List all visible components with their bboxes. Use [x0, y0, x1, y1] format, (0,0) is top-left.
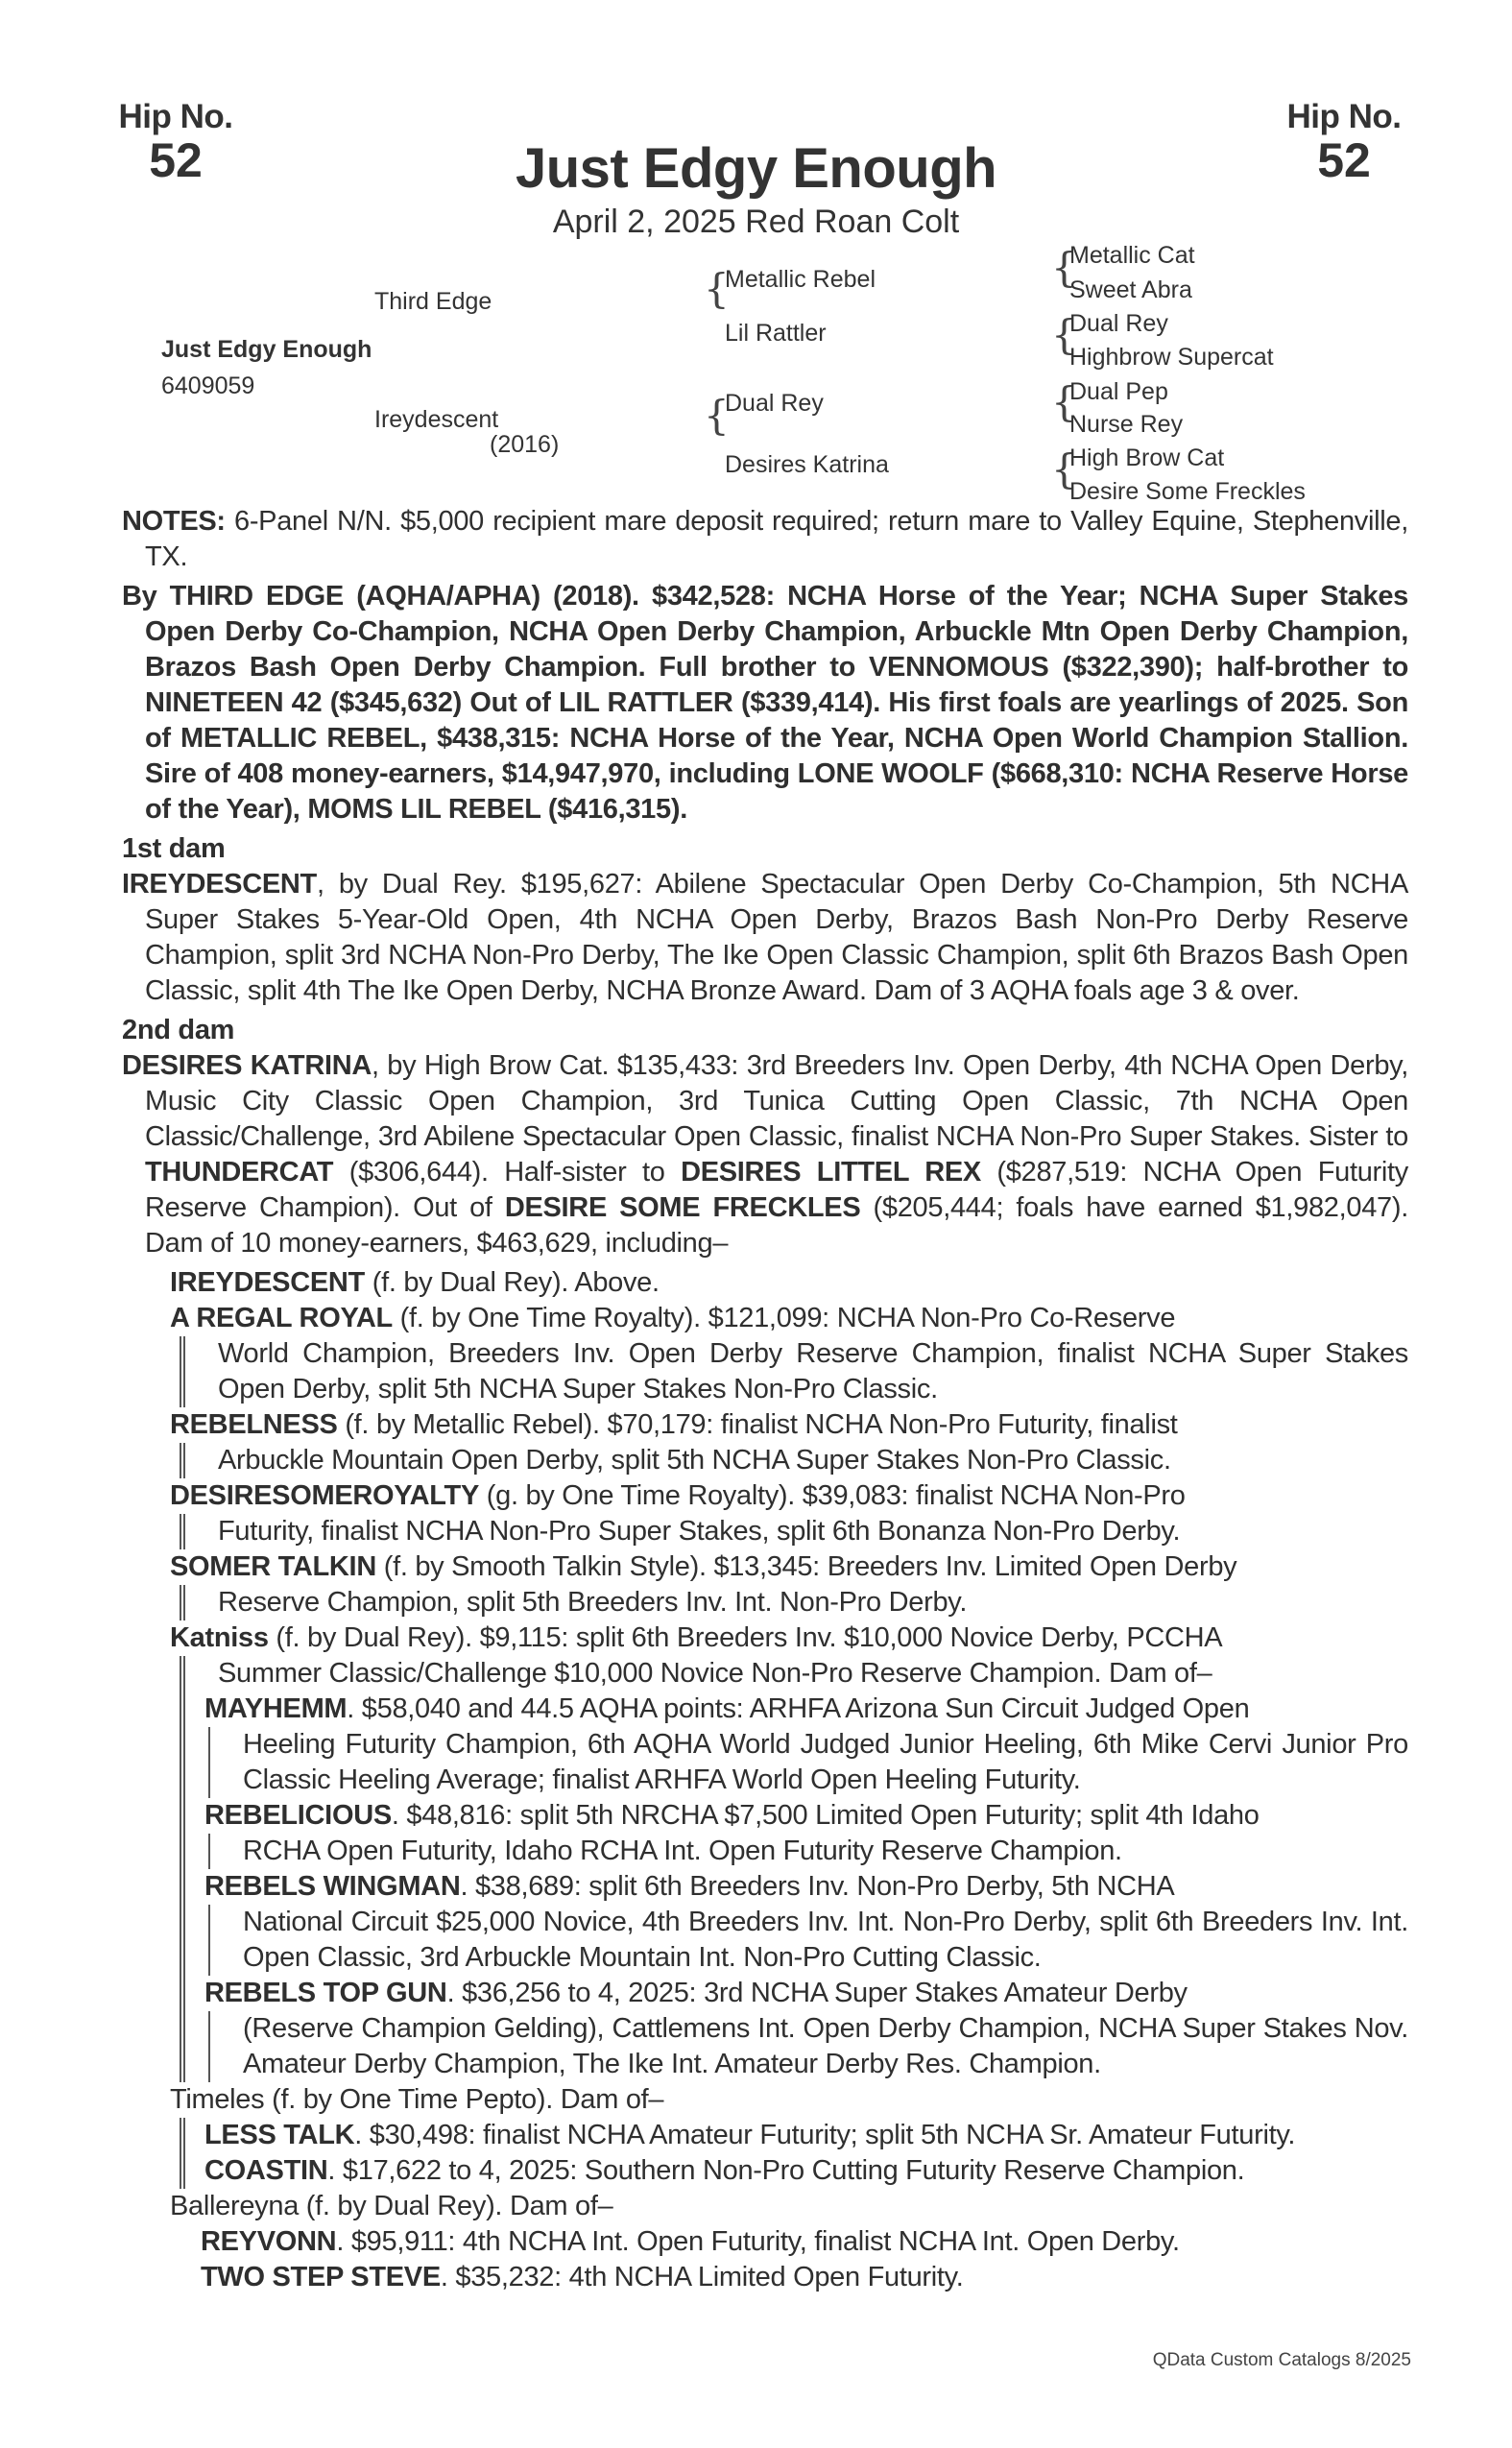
brace-icon: { — [1051, 378, 1077, 425]
first-dam-name: IREYDESCENT — [122, 869, 317, 900]
produce-text: . $48,816: split 5th NRCHA $7,500 Limited Open Futurity; split 4th Idaho — [391, 1800, 1260, 1831]
produce-item — [122, 1265, 1408, 1301]
produce-text: . $30,498: finalist NCHA Amateur Futurity; split 5th NCHA Sr. Amateur Futurity. — [354, 2120, 1296, 2150]
foaling-date-subtitle: April 2, 2025 Red Roan Colt — [552, 204, 960, 240]
pedigree-sire-sire: Metallic Rebel — [725, 266, 876, 293]
produce-name: REBELS WINGMAN — [204, 1871, 461, 1902]
produce-text: . $58,040 and 44.5 AQHA points: ARHFA Arizona Sun Circuit Judged Open — [347, 1693, 1250, 1724]
produce-text: . $17,622 to 4, 2025: Southern Non-Pro Cutting Futurity Reserve Champion. — [327, 2155, 1245, 2186]
produce-item — [122, 1549, 1408, 1585]
produce-name: DESIRESOMEROYALTY — [170, 1480, 480, 1511]
hip-number: 52 — [1317, 133, 1371, 187]
grand-produce-detail: RCHA Open Futurity, Idaho RCHA Int. Open Futurity Reserve Champion. — [208, 1834, 1408, 1869]
produce-text: (f. by Smooth Talkin Style). $13,345: Breeders Inv. Limited Open Derby — [375, 1551, 1237, 1582]
produce-text: (g. by One Time Royalty). $39,083: finalist NCHA Non-Pro — [479, 1480, 1186, 1511]
produce-name: IREYDESCENT — [170, 1267, 365, 1298]
out-of-name: DESIRE SOME FRECKLES — [504, 1192, 861, 1223]
brace-icon: { — [1051, 311, 1077, 358]
pedigree-ggs: Metallic Cat — [1069, 242, 1195, 269]
produce-text: (f. by Dual Rey). Above. — [364, 1267, 660, 1298]
produce-item-detail: Summer Classic/Challenge $10,000 Novice Non-Pro Reserve Champion. Dam of– — [218, 1658, 1212, 1689]
ballereyna-line: Ballereyna (f. by Dual Rey). Dam of– — [170, 2191, 613, 2221]
produce-name: MAYHEMM — [204, 1693, 348, 1724]
grand-produce-detail: (Reserve Champion Gelding), Cattlemens Int. Open Derby Champion, NCHA Super Stakes Nov. Amateur Derby Champion, The Ike Int. Amateur Derby Res. Champion. — [208, 2011, 1408, 2082]
hip-label: Hip No. — [1286, 98, 1402, 135]
katniss-produce-group — [180, 1656, 1408, 2082]
brace-icon: { — [1051, 445, 1077, 492]
produce-name: REYVONN — [201, 2226, 337, 2257]
brace-icon: { — [704, 265, 730, 312]
grand-produce-item — [204, 1798, 1408, 1834]
pedigree-ggs: Dual Pep — [1069, 378, 1168, 405]
grand-produce-item — [204, 2118, 1408, 2153]
produce-item — [122, 1301, 1408, 1336]
grand-produce-item — [201, 2224, 1408, 2260]
pedigree-horse: Just Edgy Enough — [161, 336, 372, 363]
pedigree-dam: Ireydescent — [374, 406, 499, 433]
pedigree-ggs: Desire Some Freckles — [1069, 478, 1306, 505]
produce-text: . $38,689: split 6th Breeders Inv. Non-Pro Derby, 5th NCHA — [460, 1871, 1175, 1902]
second-dam-text: , by High Brow Cat. $135,433: 3rd Breeders Inv. Open Derby, 4th NCHA Open Derby, Music City Classic Open Champion, 3rd Tunica Cutting Open Classic, 7th NCHA Open Classic/Challenge, 3rd Abilene Spectacular Open Classic, finalist NCHA Non-Pro Super Stakes. Sister to — [145, 1050, 1408, 1152]
produce-text: (f. by Dual Rey). $9,115: split 6th Breeders Inv. $10,000 Novice Derby, PCCHA — [268, 1622, 1223, 1653]
pedigree-ggs: Sweet Abra — [1069, 276, 1192, 303]
notes-label: NOTES: — [122, 506, 226, 537]
produce-name: Katniss — [170, 1622, 269, 1653]
notes-paragraph — [122, 504, 1408, 575]
catalog-footer: QData Custom Catalogs 8/2025 — [1152, 2350, 1411, 2370]
notes-text: 6-Panel N/N. $5,000 recipient mare deposit required; return mare to Valley Equine, Stephenville, TX. — [145, 506, 1408, 572]
pedigree-dam-dam: Desires Katrina — [725, 451, 889, 478]
hip-number: 52 — [149, 133, 203, 187]
catalog-body — [122, 504, 1408, 2295]
sister-name: THUNDERCAT — [145, 1157, 334, 1188]
grand-produce-item — [204, 1692, 1408, 1727]
first-dam-text: , by Dual Rey. $195,627: Abilene Spectacular Open Derby Co-Champion, 5th NCHA Super Stakes 5-Year-Old Open, 4th NCHA Open Derby, Brazos Bash Non-Pro Derby Reserve Champion, split 3rd NCHA Non-Pro Derby, The Ike Open Classic Champion, split 6th Brazos Bash Open Classic, split 4th The Ike Open Derby, NCHA Bronze Award. Dam of 3 AQHA foals age 3 & over. — [145, 869, 1408, 1006]
produce-text: . $36,256 to 4, 2025: 3rd NCHA Super Stakes Amateur Derby — [446, 1978, 1188, 2008]
ballereyna-produce-group — [201, 2224, 1408, 2295]
half-sister-name: DESIRES LITTEL REX — [681, 1157, 981, 1188]
grand-produce-detail: Heeling Futurity Champion, 6th AQHA World Judged Junior Heeling, 6th Mike Cervi Junior Pro Classic Heeling Average; finalist ARHFA World Open Heeling Futurity. — [208, 1727, 1408, 1798]
hip-label: Hip No. — [118, 98, 233, 135]
grand-produce-item — [204, 1976, 1408, 2011]
second-dam-text: ($306,644). Half-sister to — [333, 1157, 682, 1188]
hip-number-right — [1282, 98, 1406, 188]
second-dam-text: ($287,519: NCHA Open Futurity Reserve Champion). Out of — [145, 1157, 1408, 1223]
horse-name-title: Just Edgy Enough — [515, 137, 997, 200]
produce-item — [122, 1478, 1408, 1514]
brace-icon: { — [704, 392, 730, 439]
produce-item-detail: Reserve Champion, split 5th Breeders Inv. Int. Non-Pro Derby. — [180, 1585, 1408, 1620]
second-dam-name: DESIRES KATRINA — [122, 1050, 372, 1081]
produce-name: REBELICIOUS — [204, 1800, 392, 1831]
first-dam-paragraph — [122, 867, 1408, 1009]
produce-text: (f. by Metallic Rebel). $70,179: finalist NCHA Non-Pro Futurity, finalist — [337, 1409, 1178, 1440]
pedigree-sire: Third Edge — [374, 288, 492, 315]
pedigree-ggs: Dual Rey — [1069, 310, 1168, 337]
pedigree-dam-year: (2016) — [490, 431, 560, 458]
produce-name: TWO STEP STEVE — [201, 2262, 441, 2292]
first-dam-heading: 1st dam — [122, 833, 226, 864]
brace-icon: { — [1051, 244, 1077, 291]
produce-item-detail: World Champion, Breeders Inv. Open Derby Reserve Champion, finalist NCHA Super Stakes Open Derby, split 5th NCHA Super Stakes Non-Pro Classic. — [180, 1336, 1408, 1407]
grand-produce-item — [204, 1869, 1408, 1905]
grand-produce-detail: National Circuit $25,000 Novice, 4th Breeders Inv. Int. Non-Pro Derby, split 6th Breeders Inv. Int. Open Classic, 3rd Arbuckle Mountain Int. Non-Pro Cutting Classic. — [208, 1905, 1408, 1976]
produce-text: . $95,911: 4th NCHA Int. Open Futurity, finalist NCHA Int. Open Derby. — [336, 2226, 1180, 2257]
produce-name: SOMER TALKIN — [170, 1551, 376, 1582]
pedigree-dam-sire: Dual Rey — [725, 390, 824, 417]
produce-name: A REGAL ROYAL — [170, 1303, 393, 1333]
second-dam-paragraph — [122, 1048, 1408, 1261]
pedigree-reg-number: 6409059 — [161, 372, 255, 399]
second-dam-text: ($205,444; foals have earned $1,982,047). Dam of 10 money-earners, $463,629, including– — [145, 1192, 1408, 1259]
produce-item-detail: Arbuckle Mountain Open Derby, split 5th NCHA Super Stakes Non-Pro Classic. — [180, 1443, 1408, 1478]
produce-name: LESS TALK — [204, 2120, 355, 2150]
pedigree-ggs: Highbrow Supercat — [1069, 344, 1274, 371]
produce-name: COASTIN — [204, 2155, 328, 2186]
pedigree-sire-dam: Lil Rattler — [725, 320, 827, 347]
produce-text: (f. by One Time Royalty). $121,099: NCHA Non-Pro Co-Reserve — [392, 1303, 1176, 1333]
timeles-produce-group — [180, 2118, 1408, 2189]
pedigree-ggs: High Brow Cat — [1069, 444, 1225, 471]
timeles-line: Timeles (f. by One Time Pepto). Dam of– — [170, 2084, 664, 2115]
sire-paragraph: By THIRD EDGE (AQHA/APHA) (2018). $342,528: NCHA Horse of the Year; NCHA Super Stakes Open Derby Co-Champion, NCHA Open Derby Champion, Arbuckle Mtn Open Derby Champion, Brazos Bash Open Derby Champion. Full brother to VENNOMOUS ($322,390); half-brother to NINETEEN 42 ($345,632) Out of LIL RATTLER ($339,414). His first foals are yearlings of 2025. Son of METALLIC REBEL, $438,315: NCHA Horse of the Year, NCHA Open World Champion Stallion. Sire of 408 money-earners, $14,947,970, including LONE WOOLF ($668,310: NCHA Reserve Horse of the Year), MOMS LIL REBEL ($416,315). — [122, 581, 1408, 825]
produce-name: REBELNESS — [170, 1409, 338, 1440]
produce-item — [122, 1407, 1408, 1443]
pedigree-ggs: Nurse Rey — [1069, 411, 1184, 438]
produce-item-detail: Futurity, finalist NCHA Non-Pro Super Stakes, split 6th Bonanza Non-Pro Derby. — [180, 1514, 1408, 1549]
produce-item — [122, 1620, 1408, 1656]
grand-produce-item — [201, 2260, 1408, 2295]
produce-text: . $35,232: 4th NCHA Limited Open Futurity. — [440, 2262, 964, 2292]
hip-number-left — [113, 98, 238, 188]
grand-produce-item — [204, 2153, 1408, 2189]
produce-name: REBELS TOP GUN — [204, 1978, 447, 2008]
second-dam-heading: 2nd dam — [122, 1015, 235, 1045]
